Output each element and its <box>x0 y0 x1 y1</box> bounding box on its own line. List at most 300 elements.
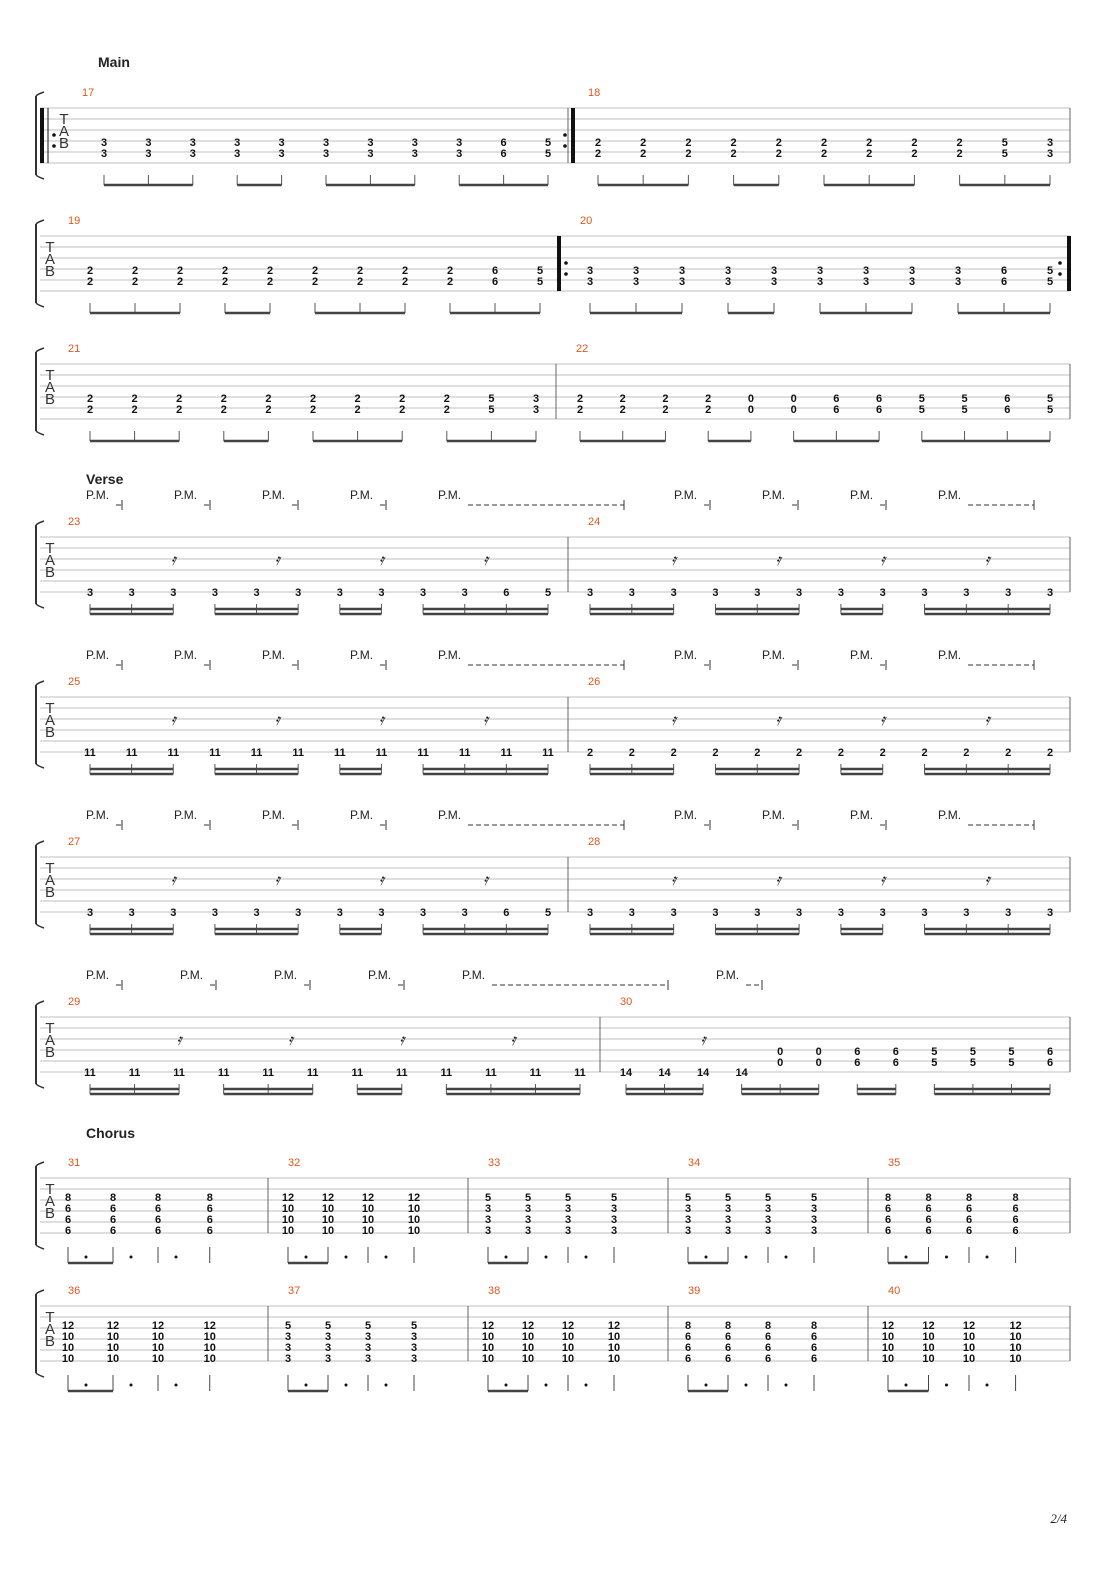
fret-number: 2 <box>354 404 361 416</box>
fret-number: 11 <box>500 747 513 759</box>
fret-number: 3 <box>234 137 241 149</box>
rest-icon: 𝄿 <box>170 710 176 729</box>
bar-number: 25 <box>68 676 81 688</box>
dot <box>175 1256 178 1259</box>
fret-number: 3 <box>628 587 635 599</box>
chord-fret: 12 <box>321 1192 335 1204</box>
chord-fret: 3 <box>364 1353 372 1365</box>
dot <box>986 1384 989 1387</box>
chord-fret: 6 <box>1012 1214 1019 1226</box>
fret-number: 3 <box>837 907 844 919</box>
chord-fret: 5 <box>810 1192 818 1204</box>
fret-number: 3 <box>532 404 540 416</box>
fret-number: 2 <box>221 276 229 288</box>
fret-number: 3 <box>211 907 218 919</box>
fret-number: 0 <box>777 1057 784 1069</box>
fret-number: 5 <box>544 137 552 149</box>
rest-icon: 𝄿 <box>984 550 990 569</box>
rest-icon: 𝄿 <box>274 870 280 889</box>
rest-icon: 𝄿 <box>483 710 488 729</box>
dot <box>585 1384 588 1387</box>
fret-number: 2 <box>86 393 94 405</box>
fret-number: 11 <box>292 747 305 759</box>
fret-number: 3 <box>1046 148 1054 160</box>
palm-mute-label: P.M. <box>850 648 874 662</box>
fret-number: 3 <box>367 137 374 149</box>
rest-icon: 𝄿 <box>880 550 886 569</box>
palm-mute-label: P.M. <box>180 968 204 982</box>
fret-number: 11 <box>351 1067 364 1079</box>
fret-number: 3 <box>712 907 719 919</box>
fret-number: 3 <box>336 587 343 599</box>
tab-letter: T <box>45 239 55 256</box>
chord-fret: 6 <box>884 1203 892 1215</box>
chord-fret: 10 <box>481 1353 495 1365</box>
fret-number: 2 <box>220 393 227 405</box>
rest-icon: 𝄿 <box>170 550 176 569</box>
palm-mute-label: P.M. <box>86 488 110 502</box>
chord-fret: 3 <box>724 1203 732 1215</box>
bracket-top-curl <box>36 681 44 685</box>
fret-number: 3 <box>963 907 970 919</box>
rest-icon: 𝄿 <box>775 870 781 889</box>
chord-fret: 5 <box>684 1192 692 1204</box>
fret-number: 11 <box>262 1067 275 1079</box>
tab-letter: A <box>44 379 56 396</box>
bracket-bottom-curl <box>36 175 44 179</box>
fret-number: 3 <box>234 148 241 160</box>
bar-number: 22 <box>576 343 589 355</box>
bracket-top-curl <box>36 1001 44 1005</box>
palm-mute-label: P.M. <box>762 488 786 502</box>
fret-number: 3 <box>724 276 732 288</box>
chord-fret: 8 <box>684 1320 692 1332</box>
fret-number: 2 <box>311 265 319 277</box>
chord-fret: 12 <box>361 1192 375 1204</box>
fret-number: 3 <box>862 276 870 288</box>
palm-mute-label: P.M. <box>350 808 374 822</box>
fret-number: 3 <box>754 907 761 919</box>
bracket-top-curl <box>36 348 44 352</box>
dot <box>385 1256 388 1259</box>
fret-number: 3 <box>1046 137 1054 149</box>
fret-number: 2 <box>220 404 227 416</box>
fret-number: 6 <box>503 587 510 599</box>
chord-fret: 10 <box>521 1342 535 1354</box>
palm-mute-label: P.M. <box>438 808 462 822</box>
fret-number: 2 <box>640 137 647 149</box>
bracket-bottom-curl <box>36 604 44 608</box>
palm-mute-label: P.M. <box>850 488 874 502</box>
fret-number: 2 <box>754 747 761 759</box>
fret-number: 3 <box>921 587 928 599</box>
chord-fret: 10 <box>203 1353 216 1365</box>
chord-fret: 3 <box>610 1214 618 1226</box>
chord-fret: 10 <box>962 1353 976 1365</box>
chord-fret: 3 <box>524 1225 532 1237</box>
dot <box>945 1256 948 1259</box>
chord-fret: 3 <box>484 1203 492 1215</box>
chord-fret: 6 <box>965 1225 973 1237</box>
palm-mute-label: P.M. <box>438 488 462 502</box>
chord-fret: 6 <box>965 1214 973 1226</box>
tab-letter: T <box>45 860 55 877</box>
bar-number: 17 <box>82 87 95 99</box>
fret-number: 2 <box>443 393 450 405</box>
tab-letter: T <box>45 367 55 384</box>
fret-number: 2 <box>399 404 406 416</box>
chord-fret: 6 <box>684 1342 692 1354</box>
chord-fret: 3 <box>364 1331 372 1343</box>
fret-number: 6 <box>1046 1046 1054 1058</box>
dot <box>175 1384 178 1387</box>
fret-number: 11 <box>574 1067 586 1079</box>
fret-number: 0 <box>747 404 754 416</box>
fret-number: 5 <box>1008 1057 1015 1069</box>
chord-fret: 10 <box>881 1353 895 1365</box>
dot <box>585 1256 588 1259</box>
bar-number: 32 <box>288 1157 301 1169</box>
fret-number: 6 <box>876 404 883 416</box>
chord-fret: 3 <box>364 1342 372 1354</box>
chord-fret: 6 <box>206 1203 213 1215</box>
chord-fret: 10 <box>361 1214 375 1226</box>
chord-fret: 6 <box>764 1353 772 1365</box>
chord-fret: 12 <box>481 1320 495 1332</box>
fret-number: 5 <box>931 1057 938 1069</box>
chord-fret: 6 <box>724 1331 732 1343</box>
chord-fret: 3 <box>484 1225 492 1237</box>
fret-number: 2 <box>594 137 602 149</box>
rest-icon: 𝄿 <box>984 710 990 729</box>
bar-number: 18 <box>588 87 601 99</box>
dot <box>986 1256 989 1259</box>
fret-number: 11 <box>125 747 138 759</box>
fret-number: 3 <box>816 276 824 288</box>
chord-fret: 6 <box>206 1225 213 1237</box>
chord-fret: 6 <box>724 1342 732 1354</box>
palm-mute-label: P.M. <box>274 968 298 982</box>
fret-number: 0 <box>777 1046 784 1058</box>
chord-fret: 10 <box>151 1342 165 1354</box>
bar-number: 38 <box>488 1285 501 1297</box>
fret-number: 3 <box>816 265 824 277</box>
fret-number: 2 <box>311 276 319 288</box>
dot <box>130 1384 133 1387</box>
chord-fret: 12 <box>281 1192 295 1204</box>
fret-number: 11 <box>209 747 221 759</box>
rest-icon: 𝄿 <box>176 1030 182 1049</box>
fret-number: 2 <box>879 747 886 759</box>
tab-letter: A <box>44 1193 56 1210</box>
fret-number: 3 <box>908 265 916 277</box>
fret-number: 3 <box>86 907 94 919</box>
bar-number: 24 <box>588 516 601 528</box>
bar-number: 30 <box>620 996 633 1008</box>
fret-number: 2 <box>619 404 626 416</box>
repeat-end-thick <box>571 108 575 163</box>
rest-icon: 𝄿 <box>671 710 677 729</box>
fret-number: 11 <box>84 1067 96 1079</box>
fret-number: 11 <box>395 1067 408 1079</box>
fret-number: 0 <box>815 1057 822 1069</box>
chord-fret: 3 <box>410 1331 418 1343</box>
fret-number: 2 <box>662 404 669 416</box>
fret-number: 2 <box>685 137 692 149</box>
dot <box>745 1256 748 1259</box>
dot <box>85 1256 88 1259</box>
bar-number: 40 <box>888 1285 901 1297</box>
fret-number: 14 <box>658 1067 671 1079</box>
chord-fret: 6 <box>64 1203 72 1215</box>
tab-letter: B <box>44 1333 56 1350</box>
fret-number: 11 <box>250 747 263 759</box>
chord-fret: 6 <box>154 1225 162 1237</box>
fret-number: 3 <box>770 276 778 288</box>
repeat-start-thick <box>557 236 561 291</box>
chord-fret: 3 <box>324 1353 332 1365</box>
chord-fret: 5 <box>364 1320 372 1332</box>
chord-fret: 3 <box>284 1342 292 1354</box>
fret-number: 2 <box>86 265 94 277</box>
fret-number: 5 <box>544 587 552 599</box>
chord-fret: 3 <box>810 1225 818 1237</box>
chord-fret: 6 <box>109 1214 117 1226</box>
fret-number: 2 <box>775 137 782 149</box>
fret-number: 3 <box>954 265 962 277</box>
chord-fret: 3 <box>410 1342 418 1354</box>
repeat-dot <box>1058 272 1062 276</box>
fret-number: 3 <box>837 587 844 599</box>
chord-fret: 3 <box>684 1203 692 1215</box>
fret-number: 2 <box>730 137 737 149</box>
fret-number: 5 <box>1001 148 1008 160</box>
chord-fret: 10 <box>521 1353 535 1365</box>
bar-number: 37 <box>288 1285 301 1297</box>
fret-number: 11 <box>458 747 471 759</box>
palm-mute-label: P.M. <box>368 968 392 982</box>
fret-number: 3 <box>170 907 177 919</box>
fret-number: 3 <box>145 137 152 149</box>
fret-number: 5 <box>536 265 544 277</box>
rest-icon: 𝄿 <box>510 1030 516 1049</box>
bar-number: 26 <box>588 676 601 688</box>
fret-number: 3 <box>921 907 928 919</box>
fret-number: 2 <box>265 404 272 416</box>
fret-number: 2 <box>594 148 602 160</box>
chord-fret: 12 <box>203 1320 216 1332</box>
fret-number: 3 <box>670 907 677 919</box>
chord-fret: 6 <box>684 1331 692 1343</box>
fret-number: 2 <box>221 265 229 277</box>
fret-number: 3 <box>712 587 719 599</box>
fret-number: 2 <box>1005 747 1012 759</box>
fret-number: 2 <box>670 747 677 759</box>
fret-number: 3 <box>908 276 916 288</box>
palm-mute-label: P.M. <box>716 968 740 982</box>
chord-fret: 10 <box>106 1353 120 1365</box>
bar-number: 27 <box>68 836 81 848</box>
fret-number: 2 <box>131 276 139 288</box>
tab-letter: T <box>45 1020 55 1037</box>
tab-letter: A <box>44 552 56 569</box>
rest-icon: 𝄿 <box>274 550 280 569</box>
rest-icon: 𝄿 <box>288 1030 293 1049</box>
chord-fret: 6 <box>724 1353 732 1365</box>
chord-fret: 3 <box>324 1342 332 1354</box>
fret-number: 3 <box>754 587 761 599</box>
fret-number: 2 <box>401 265 409 277</box>
tab-letter: A <box>44 712 56 729</box>
dot <box>545 1256 548 1259</box>
fret-number: 3 <box>670 587 677 599</box>
fret-number: 3 <box>189 137 196 149</box>
chord-fret: 3 <box>724 1214 732 1226</box>
chord-fret: 10 <box>61 1353 75 1365</box>
fret-number: 2 <box>309 393 317 405</box>
fret-number: 2 <box>628 747 635 759</box>
fret-number: 2 <box>820 148 828 160</box>
palm-mute-label: P.M. <box>262 808 286 822</box>
palm-mute-label: P.M. <box>938 488 962 502</box>
fret-number: 3 <box>100 137 108 149</box>
chord-fret: 10 <box>203 1331 216 1343</box>
chord-fret: 10 <box>607 1331 621 1343</box>
bracket-bottom-curl <box>36 924 44 928</box>
chord-fret: 10 <box>962 1331 976 1343</box>
bar-number: 28 <box>588 836 601 848</box>
fret-number: 2 <box>685 148 692 160</box>
palm-mute-label: P.M. <box>674 488 698 502</box>
chord-fret: 6 <box>206 1214 213 1226</box>
chord-fret: 10 <box>561 1331 575 1343</box>
fret-number: 2 <box>446 276 454 288</box>
chord-fret: 3 <box>764 1214 772 1226</box>
chord-fret: 3 <box>724 1225 732 1237</box>
chord-fret: 10 <box>407 1225 421 1237</box>
fret-number: 5 <box>488 404 495 416</box>
fret-number: 5 <box>1046 276 1054 288</box>
bracket-bottom-curl <box>36 431 44 435</box>
fret-number: 2 <box>837 747 844 759</box>
fret-number: 2 <box>576 393 584 405</box>
chord-fret: 5 <box>524 1192 532 1204</box>
palm-mute-label: P.M. <box>350 648 374 662</box>
bar-number: 36 <box>68 1285 81 1297</box>
fret-number: 2 <box>775 148 782 160</box>
chord-fret: 12 <box>521 1320 535 1332</box>
fret-number: 3 <box>420 907 427 919</box>
fret-number: 6 <box>1046 1057 1054 1069</box>
fret-number: 11 <box>306 1067 319 1079</box>
fret-number: 2 <box>662 393 669 405</box>
fret-number: 14 <box>696 1067 710 1079</box>
fret-number: 3 <box>862 265 870 277</box>
section-label-7: Chorus <box>86 1125 135 1141</box>
fret-number: 5 <box>544 148 552 160</box>
fret-number: 2 <box>131 265 139 277</box>
fret-number: 3 <box>128 587 135 599</box>
chord-fret: 10 <box>281 1203 295 1215</box>
fret-number: 6 <box>854 1057 861 1069</box>
fret-number: 3 <box>461 587 468 599</box>
rest-icon: 𝄿 <box>379 870 384 889</box>
fret-number: 3 <box>1005 587 1012 599</box>
fret-number: 3 <box>295 907 302 919</box>
fret-number: 11 <box>542 747 554 759</box>
fret-number: 2 <box>446 265 454 277</box>
bar-number: 19 <box>68 215 81 227</box>
chord-fret: 10 <box>1009 1353 1022 1365</box>
chord-fret: 10 <box>561 1342 575 1354</box>
chord-fret: 10 <box>321 1214 335 1226</box>
fret-number: 3 <box>586 907 594 919</box>
fret-number: 3 <box>1005 907 1012 919</box>
fret-number: 3 <box>295 587 302 599</box>
fret-number: 2 <box>399 393 406 405</box>
tab-letter: B <box>44 391 56 408</box>
chord-fret: 6 <box>925 1203 932 1215</box>
fret-number: 3 <box>632 265 640 277</box>
fret-number: 11 <box>529 1067 542 1079</box>
chord-fret: 6 <box>109 1203 117 1215</box>
chord-fret: 10 <box>321 1203 335 1215</box>
fret-number: 3 <box>796 587 803 599</box>
tab-letter: B <box>44 564 56 581</box>
page-number: 2/4 <box>1050 1511 1067 1526</box>
fret-number: 2 <box>401 276 409 288</box>
repeat-dot <box>52 133 56 137</box>
tab-letter: T <box>59 111 69 128</box>
chord-fret: 10 <box>407 1214 421 1226</box>
fret-number: 3 <box>456 148 463 160</box>
fret-number: 3 <box>86 587 94 599</box>
bar-number: 35 <box>888 1157 901 1169</box>
rest-icon: 𝄿 <box>483 550 488 569</box>
chord-fret: 10 <box>521 1331 535 1343</box>
chord-fret: 10 <box>61 1331 75 1343</box>
tab-letter: A <box>58 123 70 140</box>
fret-number: 3 <box>632 276 640 288</box>
fret-number: 6 <box>1004 404 1011 416</box>
fret-number: 2 <box>712 747 719 759</box>
chord-fret: 6 <box>154 1203 162 1215</box>
palm-mute-label: P.M. <box>262 648 286 662</box>
tab-letter: B <box>58 135 70 152</box>
chord-fret: 6 <box>1012 1225 1019 1237</box>
fret-number: 3 <box>586 265 594 277</box>
fret-number: 2 <box>963 747 970 759</box>
chord-fret: 10 <box>1009 1342 1022 1354</box>
chord-fret: 10 <box>561 1353 575 1365</box>
chord-fret: 10 <box>922 1342 935 1354</box>
chord-fret: 10 <box>61 1342 75 1354</box>
palm-mute-label: P.M. <box>762 648 786 662</box>
fret-number: 5 <box>918 393 925 405</box>
fret-number: 3 <box>378 587 385 599</box>
chord-fret: 8 <box>109 1192 117 1204</box>
bar-number: 20 <box>580 215 593 227</box>
bracket-bottom-curl <box>36 1084 44 1088</box>
fret-number: 2 <box>131 393 138 405</box>
fret-number: 5 <box>1046 393 1054 405</box>
fret-number: 6 <box>833 404 840 416</box>
fret-number: 2 <box>86 404 94 416</box>
fret-number: 5 <box>1008 1046 1015 1058</box>
chord-fret: 12 <box>607 1320 621 1332</box>
dot <box>305 1256 308 1259</box>
chord-fret: 8 <box>64 1192 72 1204</box>
